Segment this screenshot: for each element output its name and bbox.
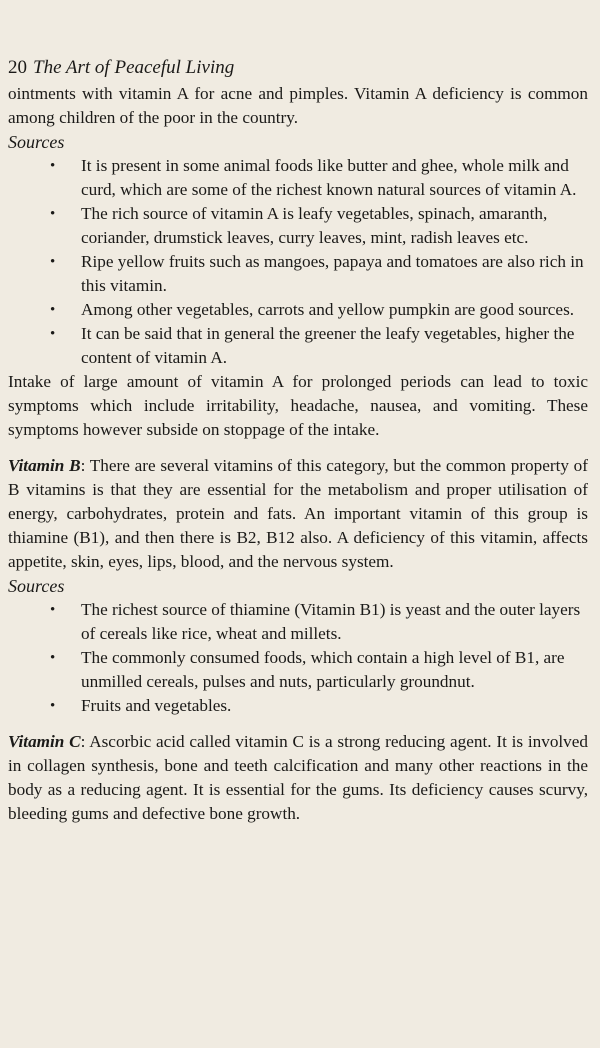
vitamin-b-text: : There are several vitamins of this category, but the common property of B vitamins is that they are essential for the metabolism and proper utilisation of energy, carbohydrates, protein and fats. An important vitamin of this group is thiamine (B1), and then there is B2, B12 also. A deficiency of this vitamin, affects appetite, skin, eyes, lips, blood, and the nervous system. — [8, 456, 588, 571]
list-item: • The commonly consumed foods, which contain a high level of B1, are unmilled cereals, pulses and nuts, particularly groundnut. — [50, 648, 565, 691]
bullet-icon: • — [50, 326, 56, 342]
bullet-icon: • — [50, 158, 56, 174]
list-item: • The richest source of thiamine (Vitamin B1) is yeast and the outer layers of cereals like rice, wheat and millets. — [50, 600, 581, 643]
list-item: • The rich source of vitamin A is leafy vegetables, spinach, amaranth, coriander, drumstick leaves, curry leaves, mint, radish leaves etc. — [50, 204, 548, 247]
bullet-icon: • — [50, 206, 56, 222]
vitamin-a-sources-list — [8, 154, 588, 370]
bullet-icon: • — [50, 254, 56, 270]
vitamin-b-paragraph — [8, 454, 588, 574]
book-title: The Art of Peaceful Living — [33, 57, 235, 78]
intro-paragraph: ointments with vitamin A for acne and pimples. Vitamin A deficiency is common among children of the poor in the country. — [8, 84, 588, 127]
list-item: • Ripe yellow fruits such as mangoes, papaya and tomatoes are also rich in this vitamin. — [50, 252, 584, 295]
vitamin-b-term: Vitamin B — [8, 456, 81, 475]
page-number: 20 — [8, 57, 27, 78]
bullet-icon: • — [50, 650, 56, 666]
toxicity-paragraph: Intake of large amount of vitamin A for prolonged periods can lead to toxic symptoms which include irritability, headache, nausea, and vomiting. These symptoms however subside on stoppage of the intake. — [8, 372, 588, 439]
bullet-icon: • — [50, 602, 56, 618]
vitamin-c-text: : Ascorbic acid called vitamin C is a strong reducing agent. It is involved in collagen synthesis, bone and teeth calcification and many other reactions in the body as a reducing agent. It is essential for the gums. Its deficiency causes scurvy, bleeding gums and defective bone growth. — [8, 732, 589, 823]
running-header — [8, 56, 588, 80]
list-item: • It can be said that in general the greener the leafy vegetables, higher the content of vitamin A. — [50, 324, 575, 367]
bullet-icon: • — [50, 698, 56, 714]
list-item: • Among other vegetables, carrots and yellow pumpkin are good sources. — [8, 298, 588, 322]
vitamin-b-sources-heading: Sources — [8, 576, 65, 596]
vitamin-c-paragraph — [8, 730, 588, 826]
list-item: • Fruits and vegetables. — [8, 694, 588, 718]
vitamin-a-sources-heading: Sources — [8, 132, 65, 152]
vitamin-c-term: Vitamin C — [8, 732, 81, 751]
list-item: • It is present in some animal foods like butter and ghee, whole milk and curd, which are some of the richest known natural sources of vitamin A. — [50, 156, 577, 199]
vitamin-b-sources-list — [8, 598, 588, 718]
bullet-icon: • — [50, 302, 56, 318]
